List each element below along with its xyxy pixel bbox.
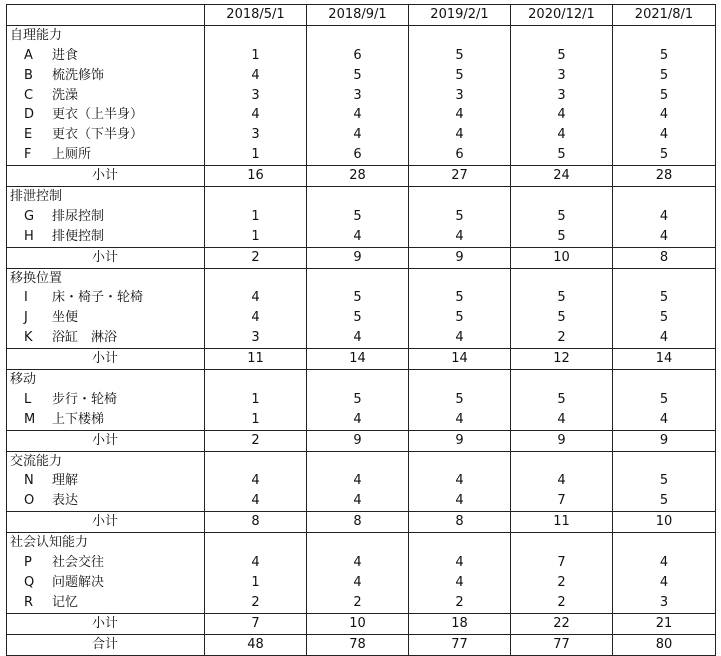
item-code: P bbox=[24, 554, 32, 570]
item-code: K bbox=[24, 330, 33, 346]
item-label: 更衣（下半身） bbox=[52, 127, 144, 143]
item-row bbox=[7, 86, 716, 106]
header-row bbox=[7, 5, 716, 26]
score-cell: 2 bbox=[205, 593, 307, 613]
item-label: 步行・轮椅 bbox=[52, 391, 118, 407]
item-label: 问题解决 bbox=[52, 574, 105, 590]
score-cell: 5 bbox=[409, 66, 511, 86]
subtotal-label: 小计 bbox=[7, 166, 205, 187]
score-cell: 4 bbox=[613, 410, 716, 430]
score-cell: 4 bbox=[205, 491, 307, 511]
empty-cell bbox=[307, 25, 409, 45]
empty-cell bbox=[307, 370, 409, 390]
item-label: 坐便 bbox=[52, 310, 79, 326]
item-code: O bbox=[24, 493, 35, 509]
item-name-cell bbox=[7, 410, 205, 430]
score-cell: 3 bbox=[205, 86, 307, 106]
score-cell: 4 bbox=[307, 471, 409, 491]
score-cell: 3 bbox=[511, 66, 613, 86]
item-name-cell bbox=[7, 593, 205, 613]
subtotal-label: 小计 bbox=[7, 247, 205, 268]
empty-cell bbox=[307, 451, 409, 471]
item-code: B bbox=[24, 67, 33, 83]
score-cell: 1 bbox=[205, 573, 307, 593]
item-row bbox=[7, 145, 716, 165]
subtotal-label: 小计 bbox=[7, 430, 205, 451]
group-name: 自理能力 bbox=[7, 25, 205, 45]
score-cell: 5 bbox=[613, 288, 716, 308]
score-cell: 4 bbox=[409, 491, 511, 511]
item-name-cell bbox=[7, 288, 205, 308]
item-name-cell bbox=[7, 66, 205, 86]
group-row bbox=[7, 187, 716, 207]
item-label: 梳洗修饰 bbox=[52, 67, 105, 83]
group-row bbox=[7, 268, 716, 288]
item-name-cell bbox=[7, 308, 205, 328]
item-label: 进食 bbox=[52, 47, 79, 63]
empty-cell bbox=[409, 25, 511, 45]
empty-cell bbox=[511, 533, 613, 553]
score-cell: 4 bbox=[307, 227, 409, 247]
item-code: H bbox=[24, 228, 34, 244]
score-table-document bbox=[6, 4, 715, 652]
score-cell: 5 bbox=[613, 145, 716, 165]
subtotal-cell: 16 bbox=[205, 166, 307, 187]
score-cell: 3 bbox=[511, 86, 613, 106]
item-row bbox=[7, 227, 716, 247]
score-cell: 1 bbox=[205, 227, 307, 247]
subtotal-cell: 12 bbox=[511, 349, 613, 370]
item-code: L bbox=[24, 391, 32, 407]
subtotal-cell: 10 bbox=[307, 613, 409, 634]
subtotal-cell: 14 bbox=[613, 349, 716, 370]
subtotal-cell: 9 bbox=[307, 247, 409, 268]
item-label: 表达 bbox=[52, 493, 79, 509]
score-cell: 5 bbox=[613, 46, 716, 66]
empty-cell bbox=[613, 451, 716, 471]
score-cell: 5 bbox=[511, 308, 613, 328]
subtotal-cell: 27 bbox=[409, 166, 511, 187]
score-cell: 7 bbox=[511, 491, 613, 511]
score-cell: 5 bbox=[511, 390, 613, 410]
score-cell: 3 bbox=[307, 86, 409, 106]
score-cell: 5 bbox=[307, 288, 409, 308]
subtotal-cell: 9 bbox=[613, 430, 716, 451]
item-label: 社会交往 bbox=[52, 554, 105, 570]
subtotal-label: 小计 bbox=[7, 613, 205, 634]
group-row bbox=[7, 25, 716, 45]
subtotal-row bbox=[7, 430, 716, 451]
subtotal-cell: 14 bbox=[307, 349, 409, 370]
score-cell: 4 bbox=[511, 471, 613, 491]
total-cell: 77 bbox=[409, 634, 511, 655]
empty-cell bbox=[205, 187, 307, 207]
total-cell: 48 bbox=[205, 634, 307, 655]
item-label: 排便控制 bbox=[52, 228, 105, 244]
score-cell: 4 bbox=[307, 410, 409, 430]
item-name-cell bbox=[7, 328, 205, 348]
subtotal-cell: 9 bbox=[409, 247, 511, 268]
score-cell: 5 bbox=[307, 207, 409, 227]
subtotal-cell: 24 bbox=[511, 166, 613, 187]
item-code: G bbox=[24, 208, 35, 224]
item-name-cell bbox=[7, 553, 205, 573]
subtotal-label: 小计 bbox=[7, 349, 205, 370]
score-cell: 5 bbox=[409, 308, 511, 328]
subtotal-cell: 21 bbox=[613, 613, 716, 634]
item-row bbox=[7, 207, 716, 227]
empty-cell bbox=[205, 370, 307, 390]
score-cell: 4 bbox=[511, 125, 613, 145]
score-cell: 4 bbox=[613, 125, 716, 145]
score-cell: 5 bbox=[511, 288, 613, 308]
subtotal-cell: 8 bbox=[205, 512, 307, 533]
score-cell: 5 bbox=[613, 66, 716, 86]
item-code: J bbox=[24, 310, 28, 326]
empty-cell bbox=[307, 268, 409, 288]
item-code: N bbox=[24, 473, 34, 489]
group-name: 社会认知能力 bbox=[7, 533, 205, 553]
item-row bbox=[7, 308, 716, 328]
item-row bbox=[7, 46, 716, 66]
score-cell: 5 bbox=[307, 308, 409, 328]
score-cell: 3 bbox=[205, 125, 307, 145]
item-row bbox=[7, 553, 716, 573]
empty-cell bbox=[307, 533, 409, 553]
subtotal-cell: 7 bbox=[205, 613, 307, 634]
item-name-cell bbox=[7, 491, 205, 511]
score-cell: 4 bbox=[409, 573, 511, 593]
score-cell: 4 bbox=[307, 553, 409, 573]
item-label: 上下楼梯 bbox=[52, 411, 105, 427]
score-cell: 3 bbox=[205, 328, 307, 348]
score-cell: 5 bbox=[613, 308, 716, 328]
score-cell: 4 bbox=[307, 125, 409, 145]
subtotal-cell: 14 bbox=[409, 349, 511, 370]
item-code: Q bbox=[24, 574, 35, 590]
item-label: 记忆 bbox=[52, 594, 79, 610]
empty-cell bbox=[307, 187, 409, 207]
item-code: A bbox=[24, 47, 33, 63]
subtotal-row bbox=[7, 512, 716, 533]
empty-cell bbox=[613, 370, 716, 390]
empty-cell bbox=[205, 451, 307, 471]
subtotal-cell: 8 bbox=[409, 512, 511, 533]
score-cell: 4 bbox=[205, 288, 307, 308]
score-cell: 5 bbox=[511, 207, 613, 227]
item-name-cell bbox=[7, 207, 205, 227]
table-body bbox=[7, 25, 716, 655]
score-cell: 4 bbox=[409, 553, 511, 573]
score-cell: 3 bbox=[409, 86, 511, 106]
score-cell: 4 bbox=[307, 573, 409, 593]
item-name-cell bbox=[7, 471, 205, 491]
score-table bbox=[6, 4, 716, 656]
empty-cell bbox=[409, 268, 511, 288]
subtotal-cell: 9 bbox=[511, 430, 613, 451]
score-cell: 5 bbox=[613, 86, 716, 106]
empty-cell bbox=[511, 268, 613, 288]
header-date: 2021/8/1 bbox=[613, 5, 716, 26]
score-cell: 2 bbox=[511, 593, 613, 613]
score-cell: 4 bbox=[613, 553, 716, 573]
subtotal-cell: 10 bbox=[613, 512, 716, 533]
score-cell: 4 bbox=[307, 105, 409, 125]
group-row bbox=[7, 533, 716, 553]
score-cell: 4 bbox=[409, 227, 511, 247]
score-cell: 5 bbox=[409, 46, 511, 66]
score-cell: 1 bbox=[205, 145, 307, 165]
score-cell: 5 bbox=[511, 145, 613, 165]
subtotal-cell: 8 bbox=[613, 247, 716, 268]
item-code: R bbox=[24, 594, 34, 610]
score-cell: 4 bbox=[613, 207, 716, 227]
item-label: 浴缸 淋浴 bbox=[52, 330, 118, 346]
empty-cell bbox=[613, 533, 716, 553]
item-row bbox=[7, 390, 716, 410]
score-cell: 5 bbox=[613, 471, 716, 491]
score-cell: 6 bbox=[409, 145, 511, 165]
item-code: M bbox=[24, 411, 36, 427]
score-cell: 4 bbox=[205, 471, 307, 491]
score-cell: 4 bbox=[409, 328, 511, 348]
total-cell: 78 bbox=[307, 634, 409, 655]
item-name-cell bbox=[7, 46, 205, 66]
item-row bbox=[7, 125, 716, 145]
empty-cell bbox=[205, 533, 307, 553]
score-cell: 4 bbox=[409, 410, 511, 430]
item-row bbox=[7, 105, 716, 125]
item-name-cell bbox=[7, 105, 205, 125]
empty-cell bbox=[511, 370, 613, 390]
header-date: 2019/2/1 bbox=[409, 5, 511, 26]
score-cell: 4 bbox=[613, 227, 716, 247]
empty-cell bbox=[613, 25, 716, 45]
subtotal-cell: 8 bbox=[307, 512, 409, 533]
item-row bbox=[7, 66, 716, 86]
group-name: 排泄控制 bbox=[7, 187, 205, 207]
item-name-cell bbox=[7, 145, 205, 165]
item-label: 理解 bbox=[52, 473, 79, 489]
score-cell: 7 bbox=[511, 553, 613, 573]
item-code: D bbox=[24, 107, 35, 123]
subtotal-cell: 2 bbox=[205, 430, 307, 451]
score-cell: 5 bbox=[409, 390, 511, 410]
score-cell: 5 bbox=[511, 46, 613, 66]
item-name-cell bbox=[7, 390, 205, 410]
subtotal-row bbox=[7, 247, 716, 268]
empty-cell bbox=[613, 268, 716, 288]
header-blank-cell bbox=[7, 5, 205, 26]
header-date: 2018/9/1 bbox=[307, 5, 409, 26]
empty-cell bbox=[613, 187, 716, 207]
score-cell: 4 bbox=[205, 308, 307, 328]
score-cell: 1 bbox=[205, 207, 307, 227]
item-label: 床・椅子・轮椅 bbox=[52, 290, 144, 306]
score-cell: 4 bbox=[409, 105, 511, 125]
empty-cell bbox=[205, 268, 307, 288]
score-cell: 2 bbox=[511, 573, 613, 593]
subtotal-cell: 9 bbox=[409, 430, 511, 451]
score-cell: 4 bbox=[307, 328, 409, 348]
group-name: 移换位置 bbox=[7, 268, 205, 288]
empty-cell bbox=[409, 370, 511, 390]
empty-cell bbox=[409, 533, 511, 553]
item-row bbox=[7, 288, 716, 308]
subtotal-cell: 28 bbox=[613, 166, 716, 187]
subtotal-cell: 2 bbox=[205, 247, 307, 268]
item-name-cell bbox=[7, 86, 205, 106]
score-cell: 1 bbox=[205, 46, 307, 66]
score-cell: 1 bbox=[205, 410, 307, 430]
score-cell: 4 bbox=[409, 125, 511, 145]
score-cell: 5 bbox=[613, 390, 716, 410]
item-row bbox=[7, 593, 716, 613]
header-date: 2018/5/1 bbox=[205, 5, 307, 26]
item-row bbox=[7, 573, 716, 593]
subtotal-row bbox=[7, 166, 716, 187]
header-date: 2020/12/1 bbox=[511, 5, 613, 26]
item-code: I bbox=[24, 290, 28, 306]
score-cell: 5 bbox=[307, 66, 409, 86]
item-label: 洗澡 bbox=[52, 87, 79, 103]
subtotal-cell: 9 bbox=[307, 430, 409, 451]
score-cell: 6 bbox=[307, 145, 409, 165]
score-cell: 3 bbox=[613, 593, 716, 613]
empty-cell bbox=[511, 187, 613, 207]
empty-cell bbox=[205, 25, 307, 45]
item-row bbox=[7, 328, 716, 348]
score-cell: 4 bbox=[205, 553, 307, 573]
subtotal-cell: 10 bbox=[511, 247, 613, 268]
score-cell: 4 bbox=[613, 328, 716, 348]
item-name-cell bbox=[7, 573, 205, 593]
score-cell: 2 bbox=[307, 593, 409, 613]
item-name-cell bbox=[7, 125, 205, 145]
score-cell: 4 bbox=[613, 105, 716, 125]
item-label: 更衣（上半身） bbox=[52, 107, 144, 123]
score-cell: 4 bbox=[511, 410, 613, 430]
group-row bbox=[7, 370, 716, 390]
score-cell: 5 bbox=[511, 227, 613, 247]
score-cell: 5 bbox=[409, 288, 511, 308]
item-name-cell bbox=[7, 227, 205, 247]
empty-cell bbox=[511, 25, 613, 45]
score-cell: 5 bbox=[613, 491, 716, 511]
empty-cell bbox=[409, 187, 511, 207]
group-name: 移动 bbox=[7, 370, 205, 390]
item-row bbox=[7, 491, 716, 511]
subtotal-cell: 11 bbox=[511, 512, 613, 533]
group-name: 交流能力 bbox=[7, 451, 205, 471]
score-cell: 4 bbox=[307, 491, 409, 511]
item-row bbox=[7, 410, 716, 430]
subtotal-cell: 11 bbox=[205, 349, 307, 370]
score-cell: 5 bbox=[307, 390, 409, 410]
empty-cell bbox=[409, 451, 511, 471]
item-label: 排尿控制 bbox=[52, 208, 105, 224]
subtotal-row bbox=[7, 613, 716, 634]
table-header bbox=[7, 5, 716, 26]
score-cell: 2 bbox=[409, 593, 511, 613]
total-row bbox=[7, 634, 716, 655]
item-code: C bbox=[24, 87, 34, 103]
subtotal-label: 小计 bbox=[7, 512, 205, 533]
total-label: 合计 bbox=[7, 634, 205, 655]
empty-cell bbox=[511, 451, 613, 471]
item-code: F bbox=[24, 147, 32, 163]
item-label: 上厕所 bbox=[52, 147, 92, 163]
score-cell: 4 bbox=[613, 573, 716, 593]
item-row bbox=[7, 471, 716, 491]
group-row bbox=[7, 451, 716, 471]
score-cell: 1 bbox=[205, 390, 307, 410]
score-cell: 4 bbox=[205, 105, 307, 125]
total-cell: 77 bbox=[511, 634, 613, 655]
score-cell: 5 bbox=[409, 207, 511, 227]
subtotal-row bbox=[7, 349, 716, 370]
subtotal-cell: 18 bbox=[409, 613, 511, 634]
total-cell: 80 bbox=[613, 634, 716, 655]
score-cell: 6 bbox=[307, 46, 409, 66]
item-code: E bbox=[24, 127, 33, 143]
subtotal-cell: 22 bbox=[511, 613, 613, 634]
score-cell: 2 bbox=[511, 328, 613, 348]
score-cell: 4 bbox=[511, 105, 613, 125]
score-cell: 4 bbox=[205, 66, 307, 86]
score-cell: 4 bbox=[409, 471, 511, 491]
subtotal-cell: 28 bbox=[307, 166, 409, 187]
